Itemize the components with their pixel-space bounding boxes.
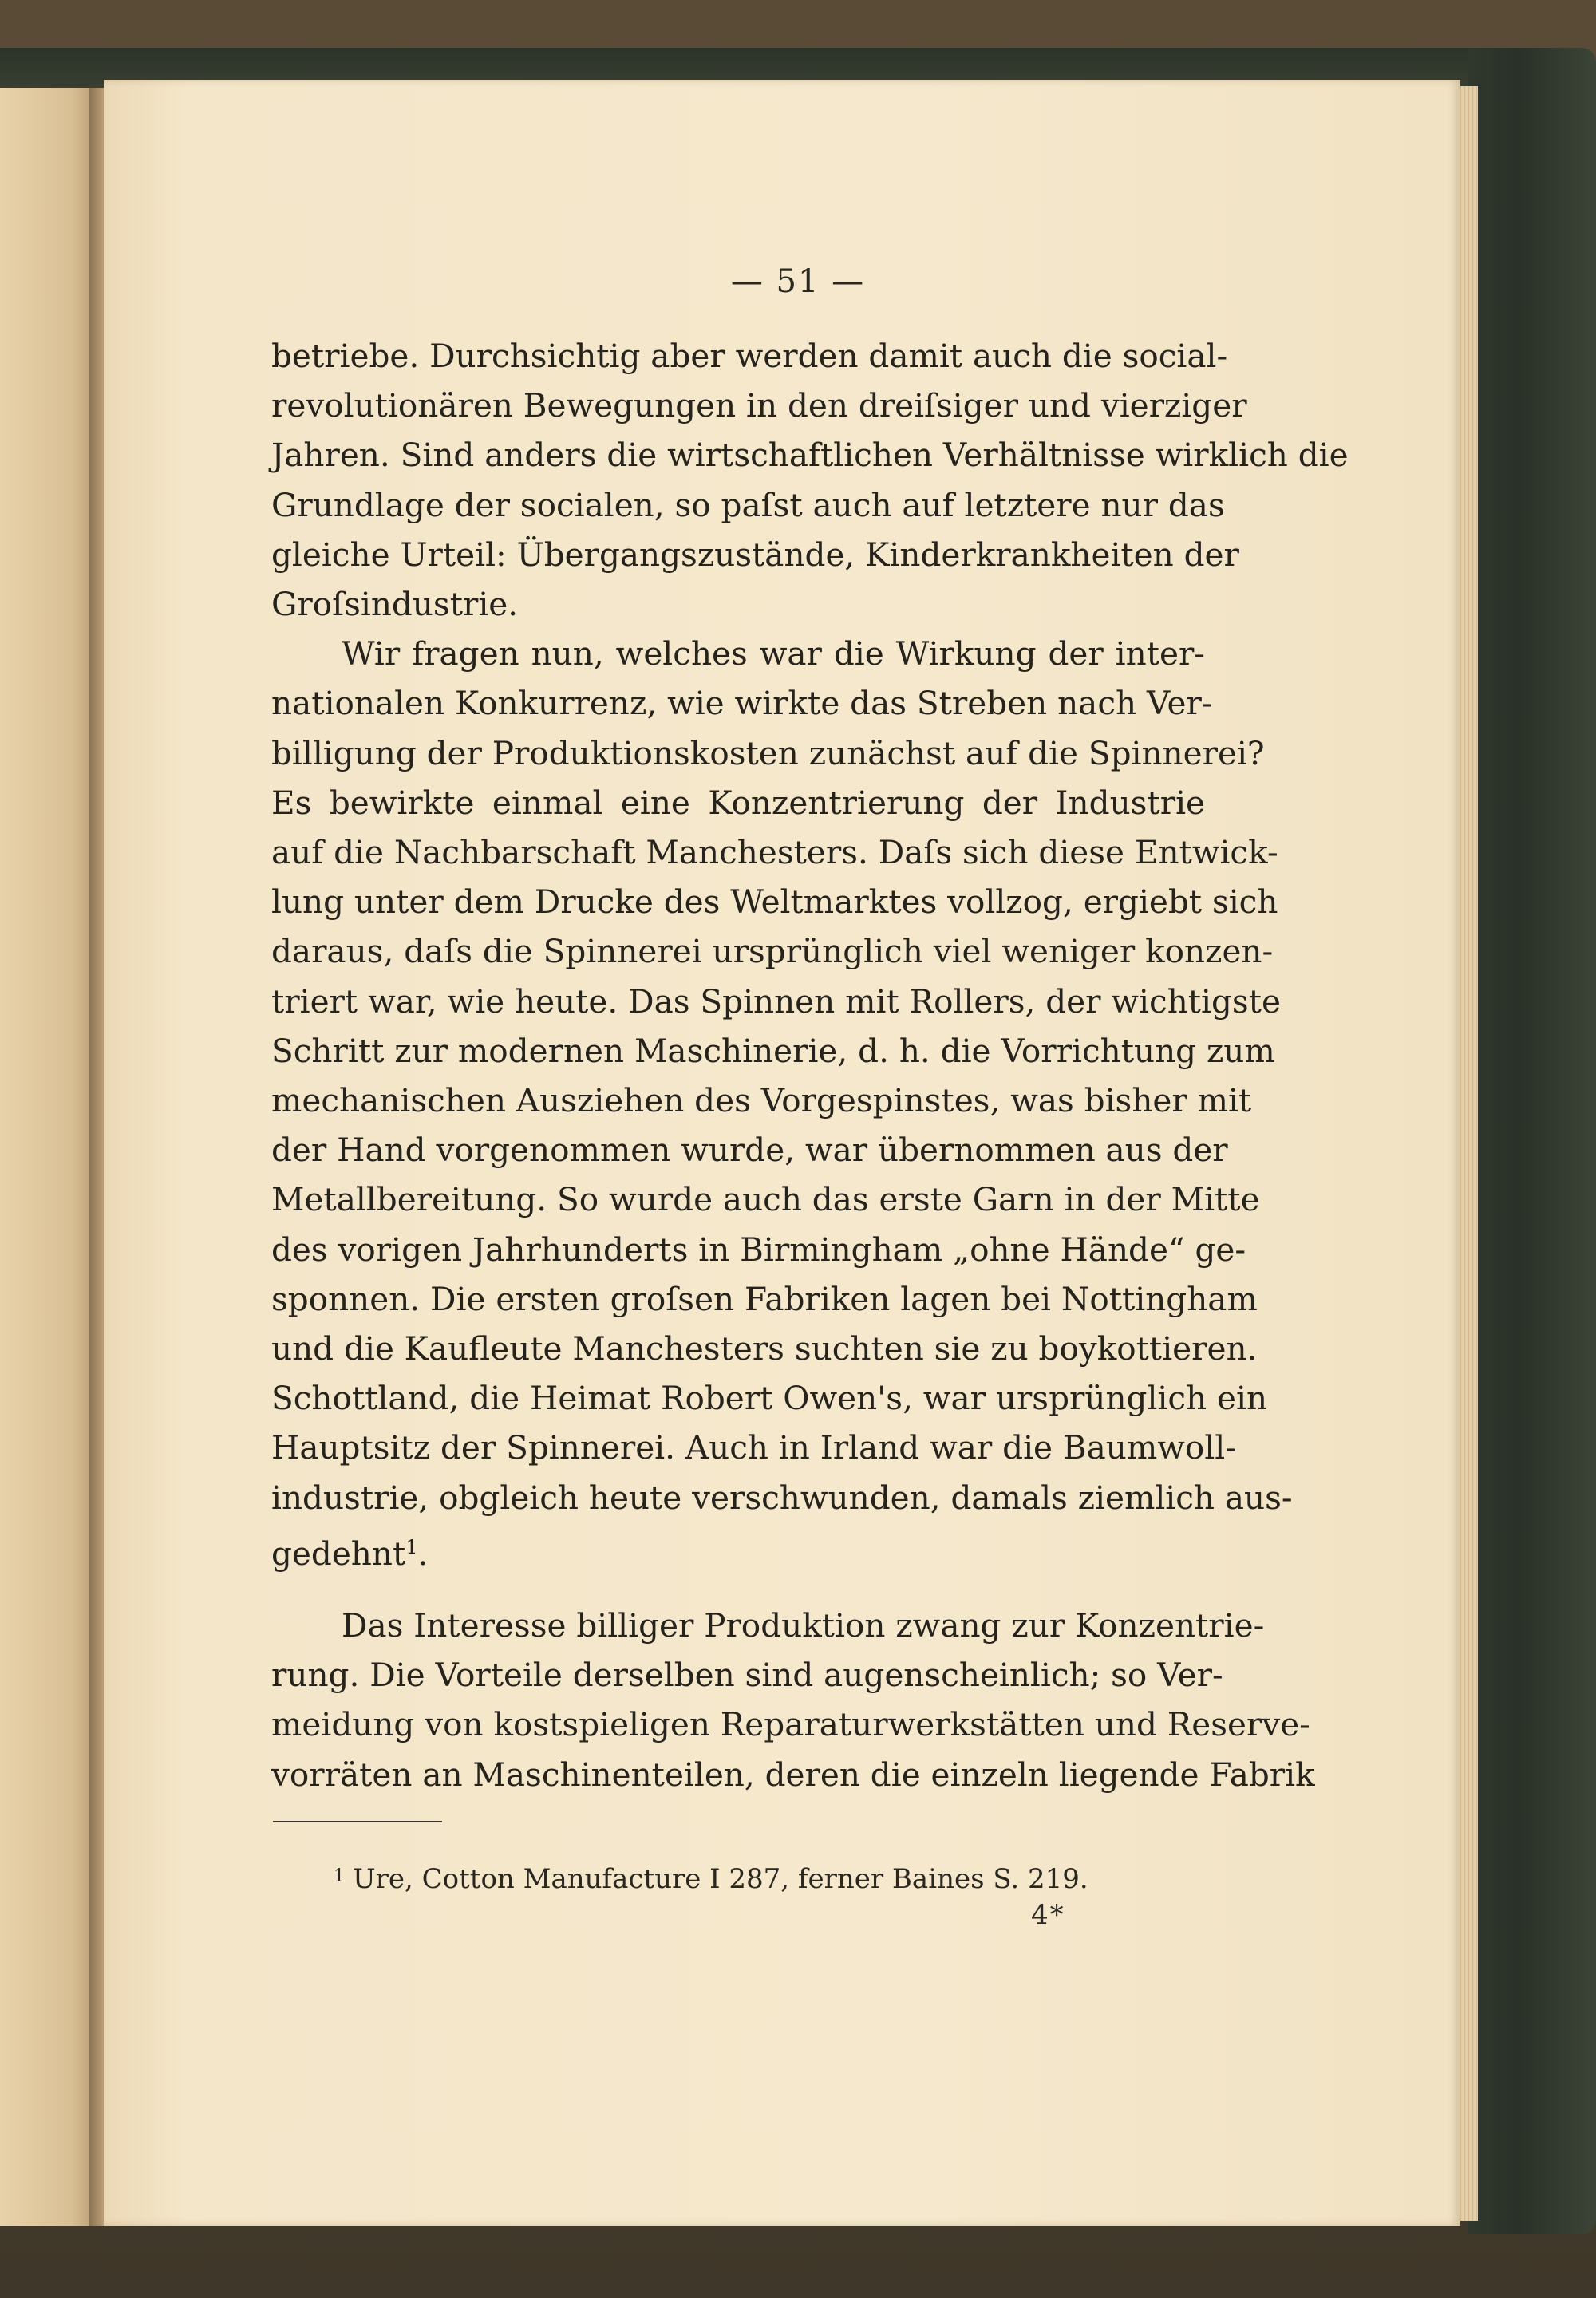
page-number: — 51 — [730, 263, 866, 300]
text-line: betriebe. Durchsichtig aber werden damit auch die social- [271, 337, 1228, 375]
paragraph-1 [271, 331, 1349, 629]
footnote-divider [273, 1821, 442, 1822]
text-line: revolutionären Bewegungen in den dreiſsiger und vierziger [271, 386, 1247, 425]
text-line: billigung der Produktionskosten zunächst auf die Spinnerei? [271, 733, 1265, 772]
footnote [334, 1861, 1132, 1895]
footnote-text: Ure, Cotton Manufacture I 287, ferner Baines S. 219. [353, 1863, 1088, 1895]
book-cover-right [1468, 48, 1596, 2234]
text-line: Groſsindustrie. [271, 585, 519, 624]
text-line: auf die Nachbarschaft Manchesters. Daſs sich diese Entwick- [271, 833, 1278, 872]
text-line: gleiche Urteil: Übergangszustände, Kinderkrankheiten der [271, 535, 1239, 574]
text-line: Wir fragen nun, welches war die Wirkung der inter- [342, 634, 1205, 673]
paragraph-3 [271, 1601, 1315, 1799]
text-line: triert war, wie heute. Das Spinnen mit Rollers, der wichtigste [271, 981, 1281, 1021]
text-line: Grundlage der socialen, so paſst auch auf letztere nur das [271, 485, 1225, 524]
text-line: Schottland, die Heimat Robert Owen's, war ursprünglich ein [271, 1379, 1268, 1418]
text-line: daraus, daſs die Spinnerei ursprünglich viel weniger konzen- [271, 932, 1274, 971]
text-line: meidung von kostspieligen Reparaturwerkstätten und Reserve- [271, 1705, 1310, 1744]
text-line: Es bewirkte einmal eine Konzentrierung der Industrie [271, 783, 1205, 822]
footnote-reference[interactable]: 1 [405, 1535, 418, 1558]
text-line: Das Interesse billiger Produktion zwang zur Konzentrie- [342, 1606, 1265, 1645]
text-line-end: gedehnt [271, 1534, 406, 1573]
text-line: sponnen. Die ersten groſsen Fabriken lagen bei Nottingham [271, 1279, 1258, 1318]
text-line: Hauptsitz der Spinnerei. Auch in Irland war die Baumwoll- [271, 1428, 1236, 1467]
footnote-marker: 1 [334, 1866, 345, 1886]
text-line: industrie, obgleich heute verschwunden, damals ziemlich aus- [271, 1478, 1293, 1517]
body-text [271, 331, 1349, 1799]
left-page-edge [0, 88, 96, 2226]
text-line: mechanischen Ausziehen des Vorgespinstes, was bisher mit [271, 1081, 1252, 1120]
text-line: Jahren. Sind anders die wirtschaftlichen Verhältnisse wirklich die [271, 436, 1349, 475]
paragraph-2 [271, 629, 1293, 1578]
text-line: nationalen Konkurrenz, wie wirkte das Streben nach Ver- [271, 684, 1213, 723]
text-line [271, 1522, 1205, 1578]
text-line: und die Kaufleute Manchesters suchten sie zu boykottieren. [271, 1329, 1258, 1368]
text-line: Schritt zur modernen Maschinerie, d. h. die Vorrichtung zum [271, 1031, 1275, 1070]
text-line: der Hand vorgenommen wurde, war übernommen aus der [271, 1131, 1228, 1170]
text-line: rung. Die Vorteile derselben sind augenscheinlich; so Ver- [271, 1656, 1223, 1695]
signature-mark: 4* [1031, 1899, 1065, 1931]
text-line: Metallbereitung. So wurde auch das erste Garn in der Mitte [271, 1180, 1260, 1219]
sentence-end: . [417, 1534, 429, 1573]
text-line: des vorigen Jahrhunderts in Birmingham „ohne Hände“ ge- [271, 1230, 1246, 1269]
text-line: lung unter dem Drucke des Weltmarktes vollzog, ergiebt sich [271, 882, 1278, 922]
text-line: vorräten an Maschinenteilen, deren die einzeln liegende Fabrik [271, 1755, 1315, 1794]
